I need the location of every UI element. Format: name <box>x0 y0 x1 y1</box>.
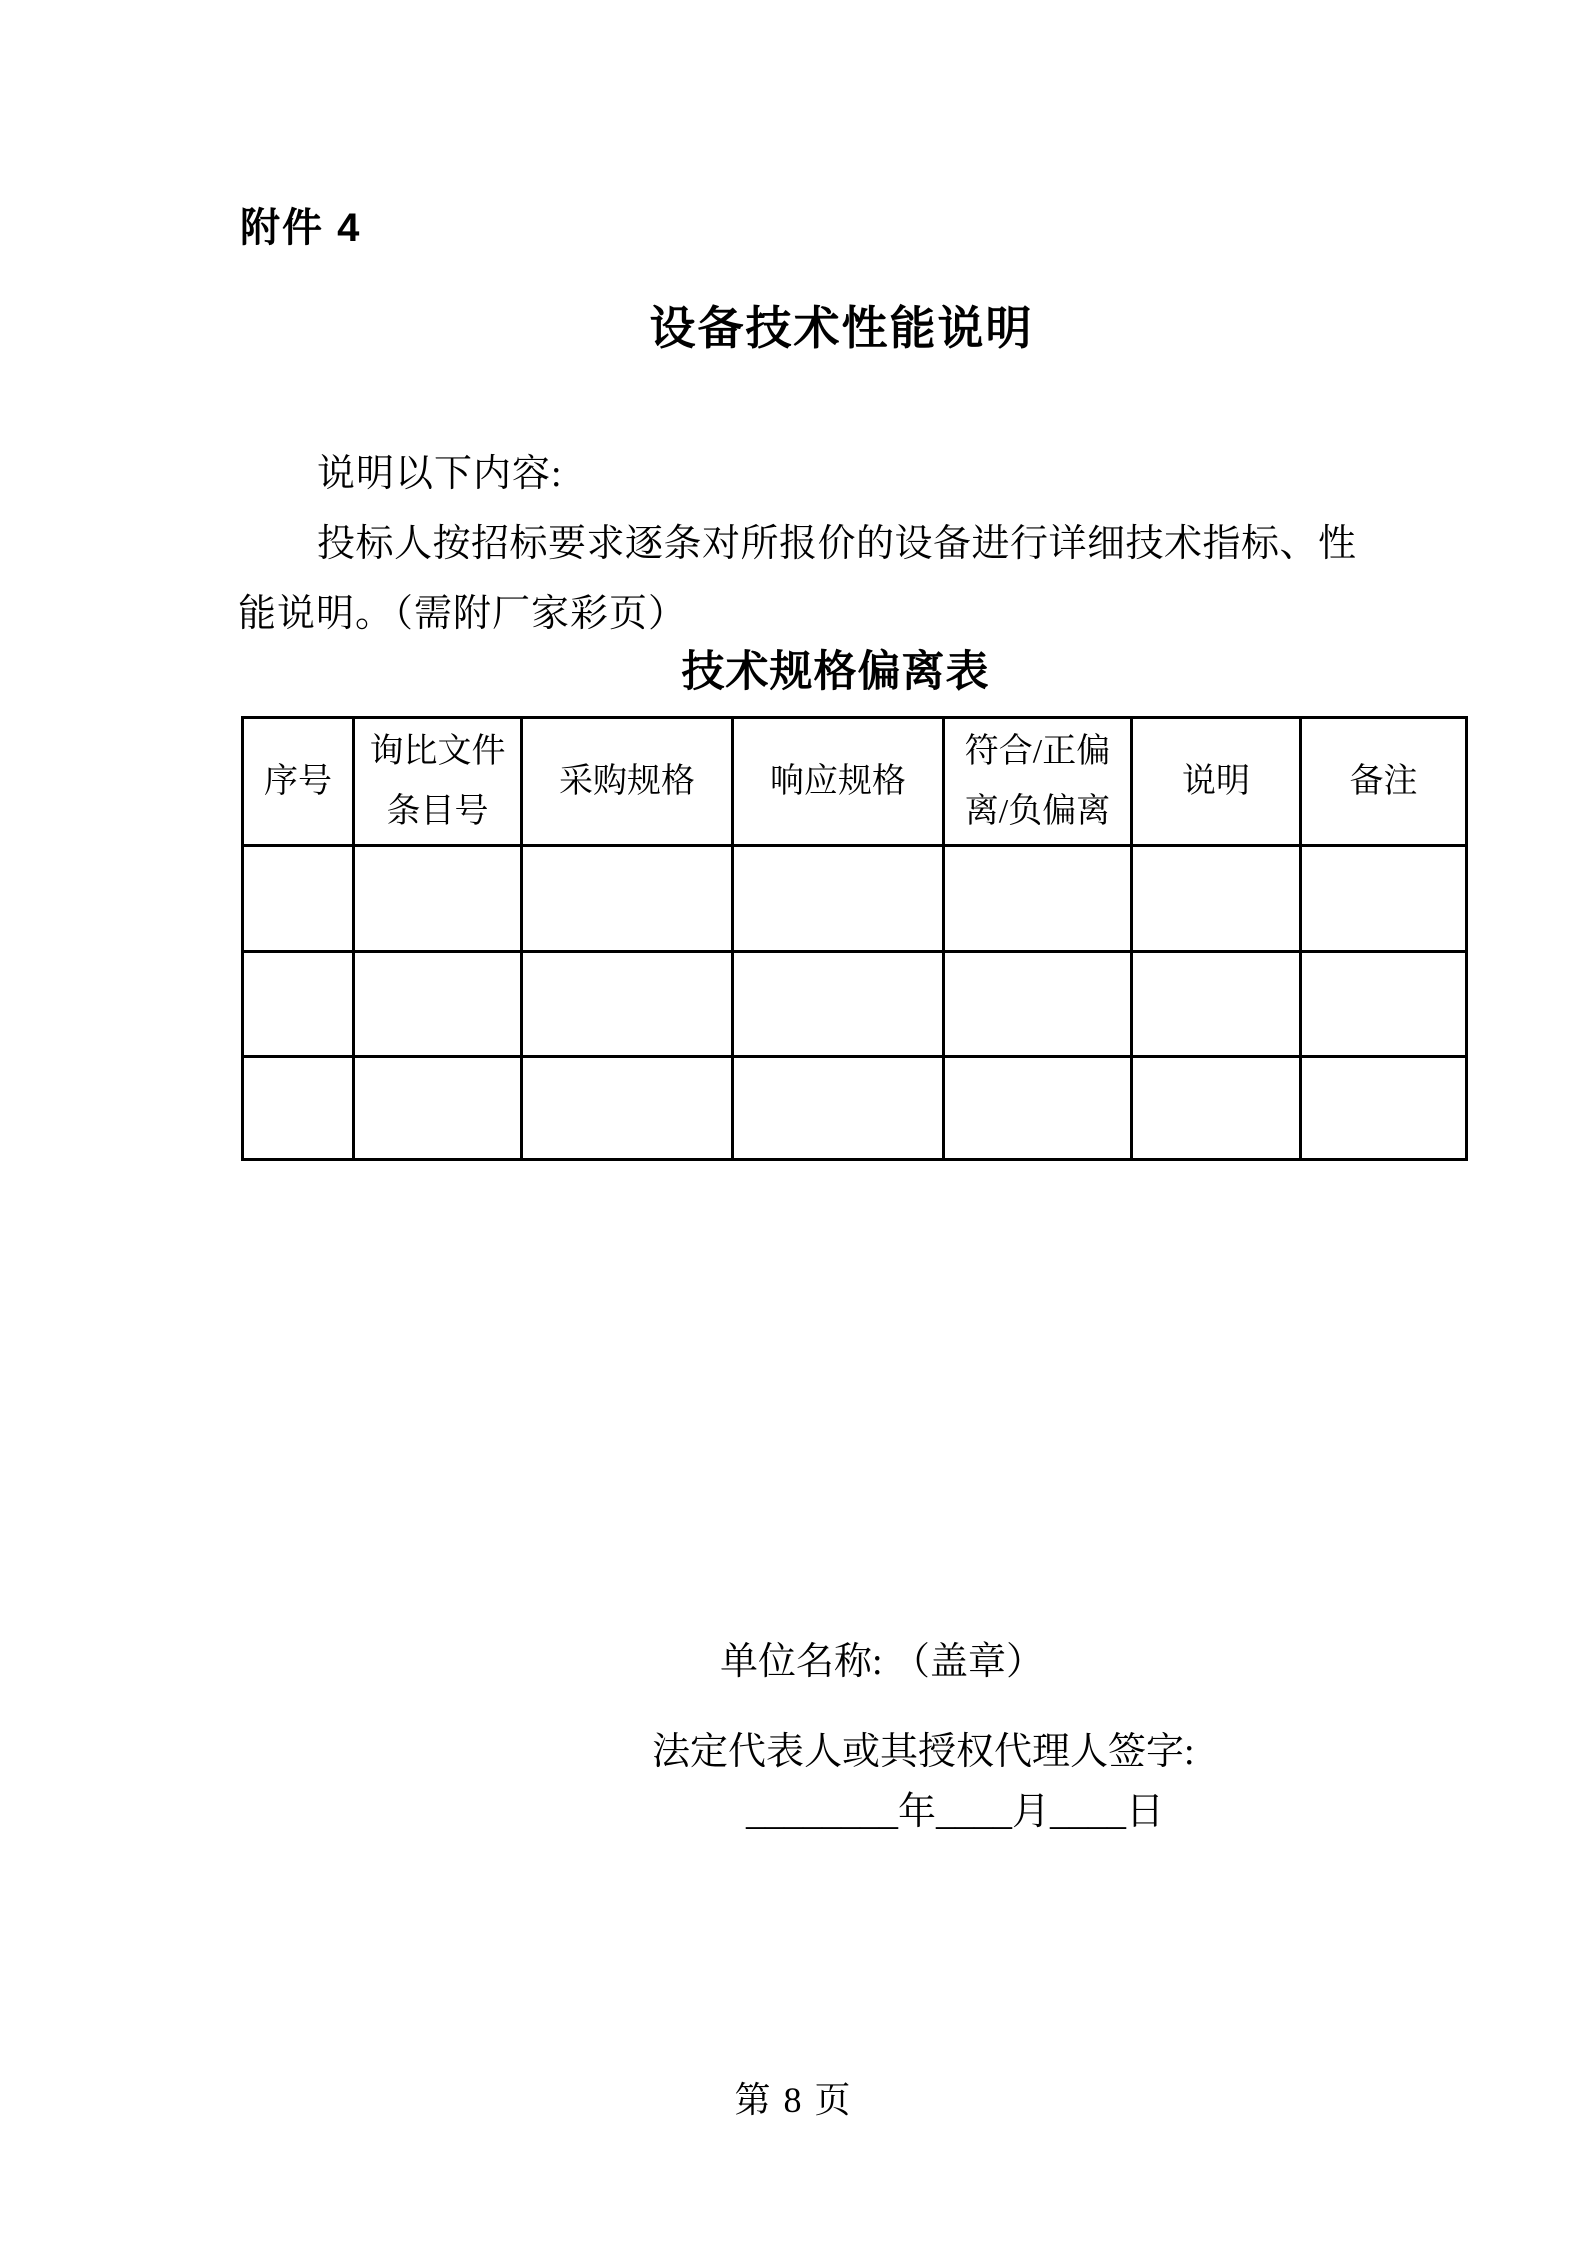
table-cell <box>944 846 1132 952</box>
table-row <box>243 1057 1467 1160</box>
table-cell <box>733 1057 944 1160</box>
intro-line: 说明以下内容: <box>317 453 563 495</box>
header-cell-remarks: 备注 <box>1301 718 1467 846</box>
table-title: 技术规格偏离表 <box>681 648 990 696</box>
header-cell-deviation: 符合/正偏离/负偏离 <box>944 718 1132 846</box>
table-cell <box>944 1057 1132 1160</box>
table-cell <box>1301 952 1467 1057</box>
table-cell <box>1132 1057 1301 1160</box>
attachment-label: 附件 4 <box>240 206 362 250</box>
paragraph-line-2: 能说明。（需附厂家彩页） <box>238 593 688 635</box>
table-cell <box>733 952 944 1057</box>
table-cell <box>522 846 733 952</box>
table-cell <box>354 1057 522 1160</box>
signature-date-line: ________年____月____日 <box>746 1791 1165 1833</box>
header-cell-response-spec: 响应规格 <box>733 718 944 846</box>
page-number-footer: 第 8 页 <box>734 2080 853 2120</box>
table-cell <box>944 952 1132 1057</box>
table-row <box>243 952 1467 1057</box>
table-cell <box>1301 846 1467 952</box>
table-row <box>243 846 1467 952</box>
table-cell <box>243 846 354 952</box>
table-cell <box>354 952 522 1057</box>
doc-title: 设备技术性能说明 <box>649 302 1034 354</box>
header-cell-seq: 序号 <box>243 718 354 846</box>
table-cell <box>522 1057 733 1160</box>
doc-title-container <box>0 292 1587 358</box>
table-cell <box>243 1057 354 1160</box>
table-header-row <box>243 718 1467 846</box>
table-cell <box>522 952 733 1057</box>
signature-representative-line: 法定代表人或其授权代理人签字: <box>652 1731 1195 1773</box>
table-cell <box>1132 846 1301 952</box>
paragraph-line-1: 投标人按招标要求逐条对所报价的设备进行详细技术指标、性 <box>317 523 1357 565</box>
table-cell <box>1301 1057 1467 1160</box>
deviation-table <box>241 716 1468 1161</box>
table-cell <box>243 952 354 1057</box>
table-cell <box>733 846 944 952</box>
table-cell <box>354 846 522 952</box>
signature-unit-name-line: 单位名称: （盖章） <box>720 1641 1045 1683</box>
table-title-container <box>0 638 1587 699</box>
header-cell-procurement-spec: 采购规格 <box>522 718 733 846</box>
table-cell <box>1132 952 1301 1057</box>
header-cell-explanation: 说明 <box>1132 718 1301 846</box>
header-cell-inquiry-item-no: 询比文件条目号 <box>354 718 522 846</box>
